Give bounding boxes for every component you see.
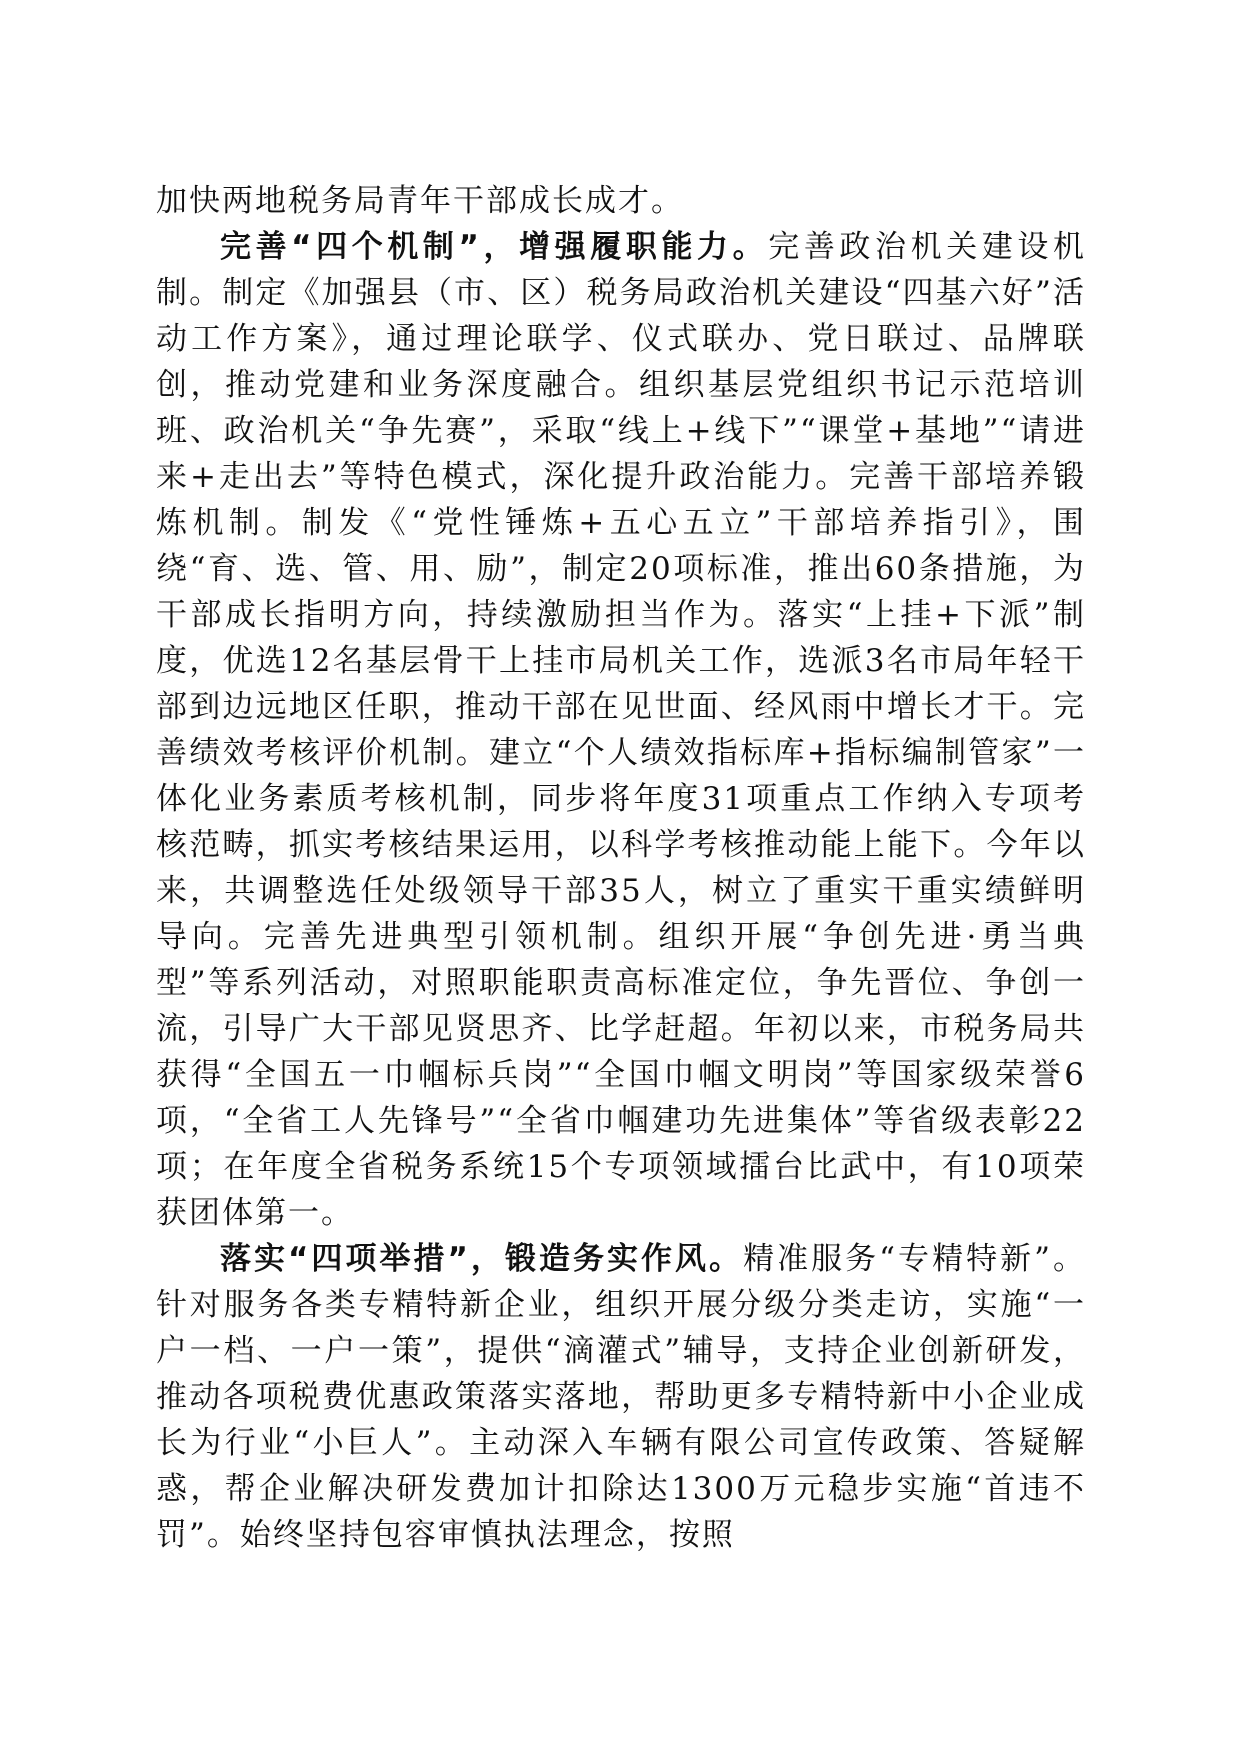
paragraph-1-text: 加快两地税务局青年干部成长成才。 xyxy=(156,183,684,219)
paragraph-3 xyxy=(156,1236,1086,1558)
document-body xyxy=(156,178,1086,1558)
paragraph-3-heading: 落实“四项举措”，锻造务实作风。 xyxy=(220,1241,744,1277)
paragraph-2-body: 完善政治机关建设机制。制定《加强县（市、区）税务局政治机关建设“四基六好”活动工作方案》，通过理论联学、仪式联办、党日联过、品牌联创，推动党建和业务深度融合。组织基层党组织书记示范培训班、政治机关“争先赛”，采取“线上+线下”“课堂+基地”“请进来+走出去”等特色模式，深化提升政治能力。完善干部培养锻炼机制。制发《“党性锤炼+五心五立”干部培养指引》，围绕“育、选、管、用、励”，制定20项标准，推出60条措施，为干部成长指明方向，持续激励担当作为。落实“上挂+下派”制度，优选12名基层骨干上挂市局机关工作，选派3名市局年轻干部到边远地区任职，推动干部在见世面、经风雨中增长才干。完善绩效考核评价机制。建立“个人绩效指标库+指标编制管家”一体化业务素质考核机制，同步将年度31项重点工作纳入专项考核范畴，抓实考核结果运用，以科学考核推动能上能下。今年以来，共调整选任处级领导干部35人，树立了重实干重实绩鲜明导向。完善先进典型引领机制。组织开展“争创先进·勇当典型”等系列活动，对照职能职责高标准定位，争先晋位、争创一流，引导广大干部见贤思齐、比学赶超。年初以来，市税务局共获得“全国五一巾帼标兵岗”“全国巾帼文明岗”等国家级荣誉6项，“全省工人先锋号”“全省巾帼建功先进集体”等省级表彰22项；在年度全省税务系统15个专项领域擂台比武中，有10项荣获团体第一。 xyxy=(156,229,1086,1231)
paragraph-2 xyxy=(156,224,1086,1236)
paragraph-2-heading: 完善“四个机制”，增强履职能力。 xyxy=(220,229,769,265)
paragraph-1 xyxy=(156,178,1086,224)
paragraph-3-body: 精准服务“专精特新”。针对服务各类专精特新企业，组织开展分级分类走访，实施“一户一档、一户一策”，提供“滴灌式”辅导，支持企业创新研发，推动各项税费优惠政策落实落地，帮助更多专精特新中小企业成长为行业“小巨人”。主动深入车辆有限公司宣传政策、答疑解惑，帮企业解决研发费加计扣除达1300万元稳步实施“首违不罚”。始终坚持包容审慎执法理念，按照 xyxy=(156,1241,1086,1553)
